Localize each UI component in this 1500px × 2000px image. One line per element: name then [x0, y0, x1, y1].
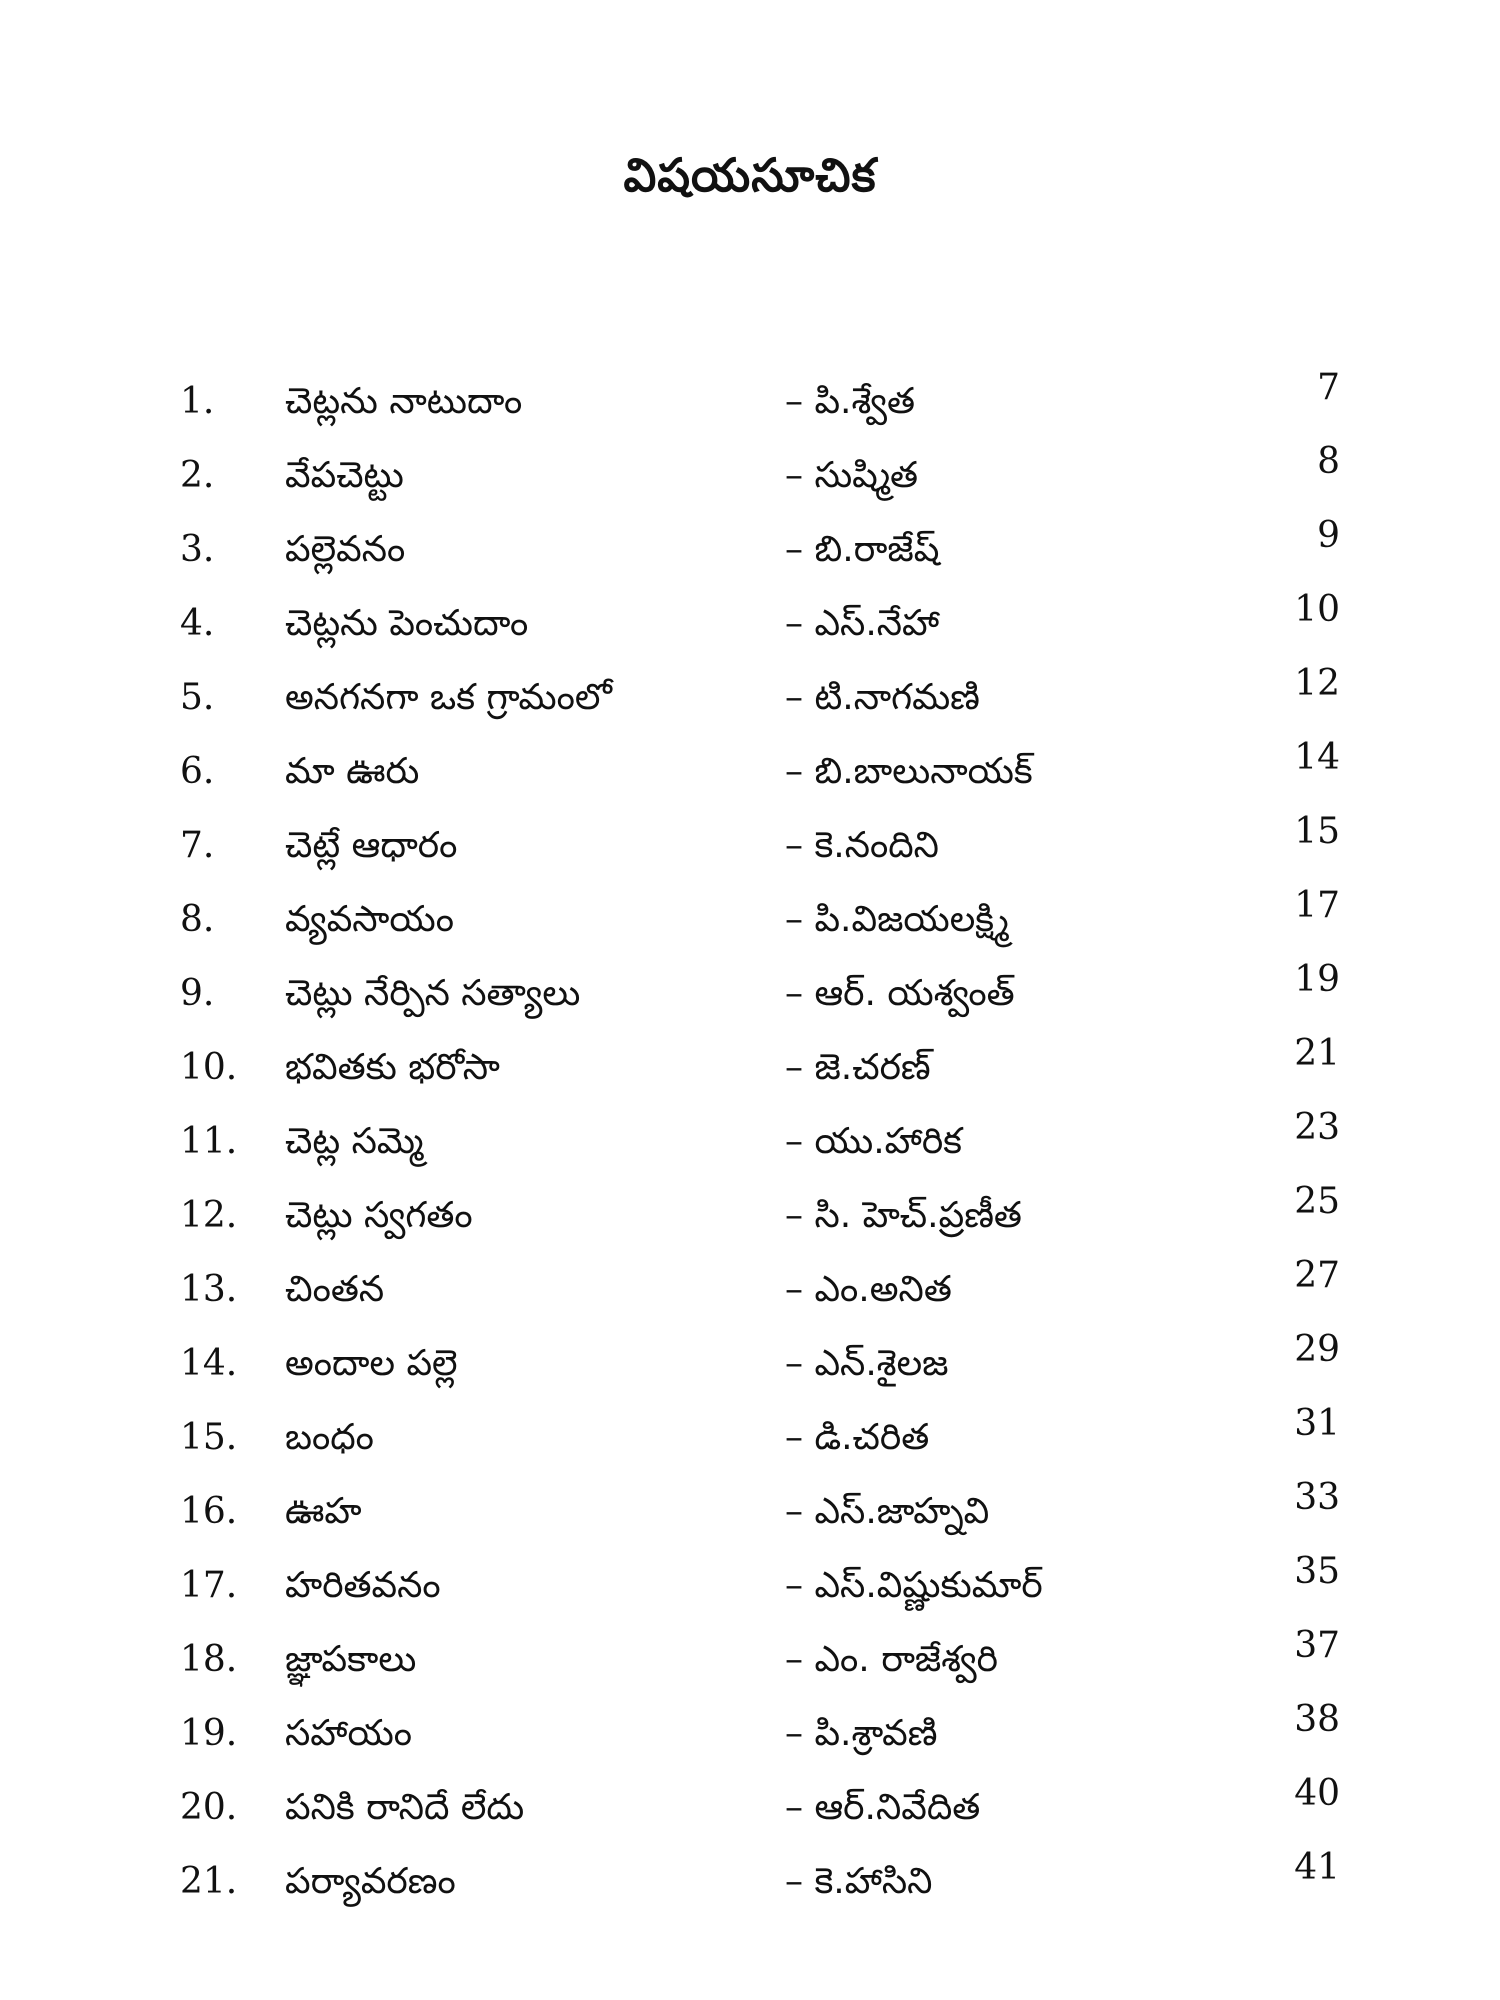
entry-author: టి.నాగమణి	[814, 677, 980, 718]
table-of-contents	[180, 365, 1340, 1919]
entry-page-number: 33	[1294, 1477, 1340, 1518]
entry-author-cell	[785, 809, 939, 883]
entry-author-cell	[785, 957, 1015, 1031]
entry-author: ఎస్.విష్ణుకుమార్	[814, 1565, 1043, 1606]
toc-row	[180, 1105, 1340, 1179]
entry-title: చింతన	[285, 1269, 385, 1310]
entry-dash: –	[785, 1195, 803, 1236]
entry-author: కె.హాసిని	[814, 1861, 933, 1902]
entry-number: 20.	[180, 1787, 238, 1828]
entry-number: 19.	[180, 1713, 238, 1754]
entry-dash: –	[785, 1713, 803, 1754]
entry-author-cell	[785, 1475, 989, 1549]
toc-row	[180, 365, 1340, 439]
entry-author: బి.రాజేష్	[814, 529, 940, 570]
entry-author: బి.బాలునాయక్	[814, 751, 1033, 792]
entry-author-cell	[785, 1697, 937, 1771]
entry-number: 13.	[180, 1269, 238, 1310]
toc-row	[180, 1475, 1340, 1549]
entry-dash: –	[785, 603, 803, 644]
toc-row	[180, 1845, 1340, 1919]
entry-author: సి. హెచ్.ప్రణీత	[814, 1195, 1022, 1236]
entry-page-number: 25	[1294, 1181, 1340, 1222]
entry-author-cell	[785, 1179, 1022, 1253]
entry-author: ఆర్.నివేదిత	[814, 1787, 981, 1828]
entry-page-number: 12	[1294, 663, 1340, 704]
toc-row	[180, 1549, 1340, 1623]
entry-dash: –	[785, 1269, 803, 1310]
entry-dash: –	[785, 751, 803, 792]
entry-author-cell	[785, 439, 918, 513]
entry-title: చెట్లను నాటుదాం	[285, 381, 523, 422]
entry-title: మా ఊరు	[285, 751, 420, 792]
entry-number: 4.	[180, 603, 215, 644]
entry-dash: –	[785, 1639, 803, 1680]
entry-title: చెట్లు స్వగతం	[285, 1195, 473, 1236]
entry-author-cell	[785, 661, 980, 735]
entry-title: అందాల పల్లె	[285, 1343, 458, 1384]
entry-author-cell	[785, 1623, 998, 1697]
entry-author: ఎన్.శైలజ	[814, 1343, 949, 1384]
entry-title: జ్ఞాపకాలు	[285, 1639, 417, 1680]
entry-page-number: 14	[1294, 737, 1340, 778]
entry-number: 12.	[180, 1195, 238, 1236]
entry-author: పి.శ్రావణి	[814, 1713, 938, 1754]
toc-row	[180, 957, 1340, 1031]
entry-author: సుష్మిత	[814, 455, 918, 496]
entry-number: 14.	[180, 1343, 238, 1384]
entry-page-number: 37	[1294, 1625, 1340, 1666]
entry-page-number: 8	[1317, 441, 1340, 482]
entry-author: ఎస్.నేహా	[814, 603, 940, 644]
entry-author-cell	[785, 1105, 962, 1179]
toc-row	[180, 661, 1340, 735]
toc-row	[180, 1401, 1340, 1475]
entry-dash: –	[785, 1121, 803, 1162]
entry-title: చెట్లు నేర్పిన సత్యాలు	[285, 973, 581, 1014]
entry-number: 6.	[180, 751, 215, 792]
entry-author: కె.నందిని	[814, 825, 939, 866]
entry-author-cell	[785, 1253, 952, 1327]
entry-dash: –	[785, 1047, 803, 1088]
entry-title: సహాయం	[285, 1713, 413, 1754]
toc-row	[180, 513, 1340, 587]
entry-dash: –	[785, 1787, 803, 1828]
entry-dash: –	[785, 825, 803, 866]
entry-number: 21.	[180, 1861, 238, 1902]
entry-author-cell	[785, 1549, 1043, 1623]
entry-page-number: 41	[1294, 1847, 1340, 1888]
entry-page-number: 15	[1294, 811, 1340, 852]
toc-row	[180, 1771, 1340, 1845]
entry-page-number: 17	[1294, 885, 1340, 926]
entry-number: 11.	[180, 1121, 238, 1162]
entry-number: 3.	[180, 529, 215, 570]
entry-title: వ్యవసాయం	[285, 899, 454, 940]
entry-dash: –	[785, 1343, 803, 1384]
entry-dash: –	[785, 381, 803, 422]
entry-page-number: 19	[1294, 959, 1340, 1000]
entry-dash: –	[785, 455, 803, 496]
entry-page-number: 40	[1294, 1773, 1340, 1814]
entry-number: 16.	[180, 1491, 238, 1532]
entry-dash: –	[785, 1417, 803, 1458]
entry-number: 9.	[180, 973, 215, 1014]
entry-author: జె.చరణ్	[814, 1047, 931, 1088]
entry-author-cell	[785, 883, 1009, 957]
entry-dash: –	[785, 677, 803, 718]
toc-row	[180, 587, 1340, 661]
entry-author: ఆర్. యశ్వంత్	[814, 973, 1015, 1014]
entry-number: 1.	[180, 381, 215, 422]
toc-row	[180, 1031, 1340, 1105]
entry-page-number: 10	[1294, 589, 1340, 630]
entry-title: వేపచెట్టు	[285, 455, 404, 496]
entry-title: ఊహ	[285, 1491, 362, 1532]
entry-title: హరితవనం	[285, 1565, 441, 1606]
page-title: విషయసూచిక	[623, 148, 877, 202]
entry-number: 17.	[180, 1565, 238, 1606]
toc-row	[180, 1327, 1340, 1401]
entry-title: చెట్లే ఆధారం	[285, 825, 458, 866]
entry-number: 2.	[180, 455, 215, 496]
entry-author-cell	[785, 1031, 931, 1105]
entry-author-cell	[785, 587, 939, 661]
entry-title: పల్లెవనం	[285, 529, 406, 570]
entry-author: యు.హారిక	[814, 1121, 962, 1162]
entry-page-number: 27	[1294, 1255, 1340, 1296]
entry-page-number: 21	[1294, 1033, 1340, 1074]
entry-author-cell	[785, 1401, 929, 1475]
entry-dash: –	[785, 529, 803, 570]
entry-author: ఎస్.జాహ్నవి	[814, 1491, 990, 1532]
entry-author: ఎం.అనిత	[814, 1269, 952, 1310]
toc-row	[180, 439, 1340, 513]
entry-author-cell	[785, 365, 915, 439]
entry-page-number: 38	[1294, 1699, 1340, 1740]
entry-number: 15.	[180, 1417, 238, 1458]
entry-author-cell	[785, 1327, 948, 1401]
entry-author: ఎం. రాజేశ్వరి	[814, 1639, 999, 1680]
entry-author-cell	[785, 735, 1033, 809]
entry-number: 5.	[180, 677, 215, 718]
entry-number: 18.	[180, 1639, 238, 1680]
toc-row	[180, 1623, 1340, 1697]
entry-author-cell	[785, 1845, 932, 1919]
entry-author: పి.విజయలక్ష్మి	[814, 899, 1010, 940]
entry-title: భవితకు భరోసా	[285, 1047, 500, 1088]
entry-number: 7.	[180, 825, 215, 866]
toc-row	[180, 883, 1340, 957]
entry-page-number: 7	[1317, 367, 1340, 408]
entry-dash: –	[785, 899, 803, 940]
entry-title: అనగనగా ఒక గ్రామంలో	[285, 677, 612, 718]
entry-dash: –	[785, 973, 803, 1014]
entry-author: పి.శ్వేత	[814, 381, 916, 422]
entry-page-number: 23	[1294, 1107, 1340, 1148]
entry-page-number: 31	[1294, 1403, 1340, 1444]
entry-title: పర్యావరణం	[285, 1861, 456, 1902]
toc-row	[180, 809, 1340, 883]
entry-dash: –	[785, 1491, 803, 1532]
toc-row	[180, 1697, 1340, 1771]
toc-row	[180, 1253, 1340, 1327]
entry-page-number: 29	[1294, 1329, 1340, 1370]
entry-author: డి.చరిత	[814, 1417, 930, 1458]
entry-number: 8.	[180, 899, 215, 940]
entry-number: 10.	[180, 1047, 238, 1088]
entry-author-cell	[785, 1771, 980, 1845]
entry-title: పనికి రానిదే లేదు	[285, 1787, 525, 1828]
toc-row	[180, 735, 1340, 809]
entry-page-number: 35	[1294, 1551, 1340, 1592]
entry-title: చెట్ల సమ్మె	[285, 1121, 424, 1162]
entry-author-cell	[785, 513, 939, 587]
toc-row	[180, 1179, 1340, 1253]
entry-title: బంధం	[285, 1417, 374, 1458]
entry-title: చెట్లను పెంచుదాం	[285, 603, 529, 644]
entry-dash: –	[785, 1565, 803, 1606]
entry-dash: –	[785, 1861, 803, 1902]
entry-page-number: 9	[1317, 515, 1340, 556]
